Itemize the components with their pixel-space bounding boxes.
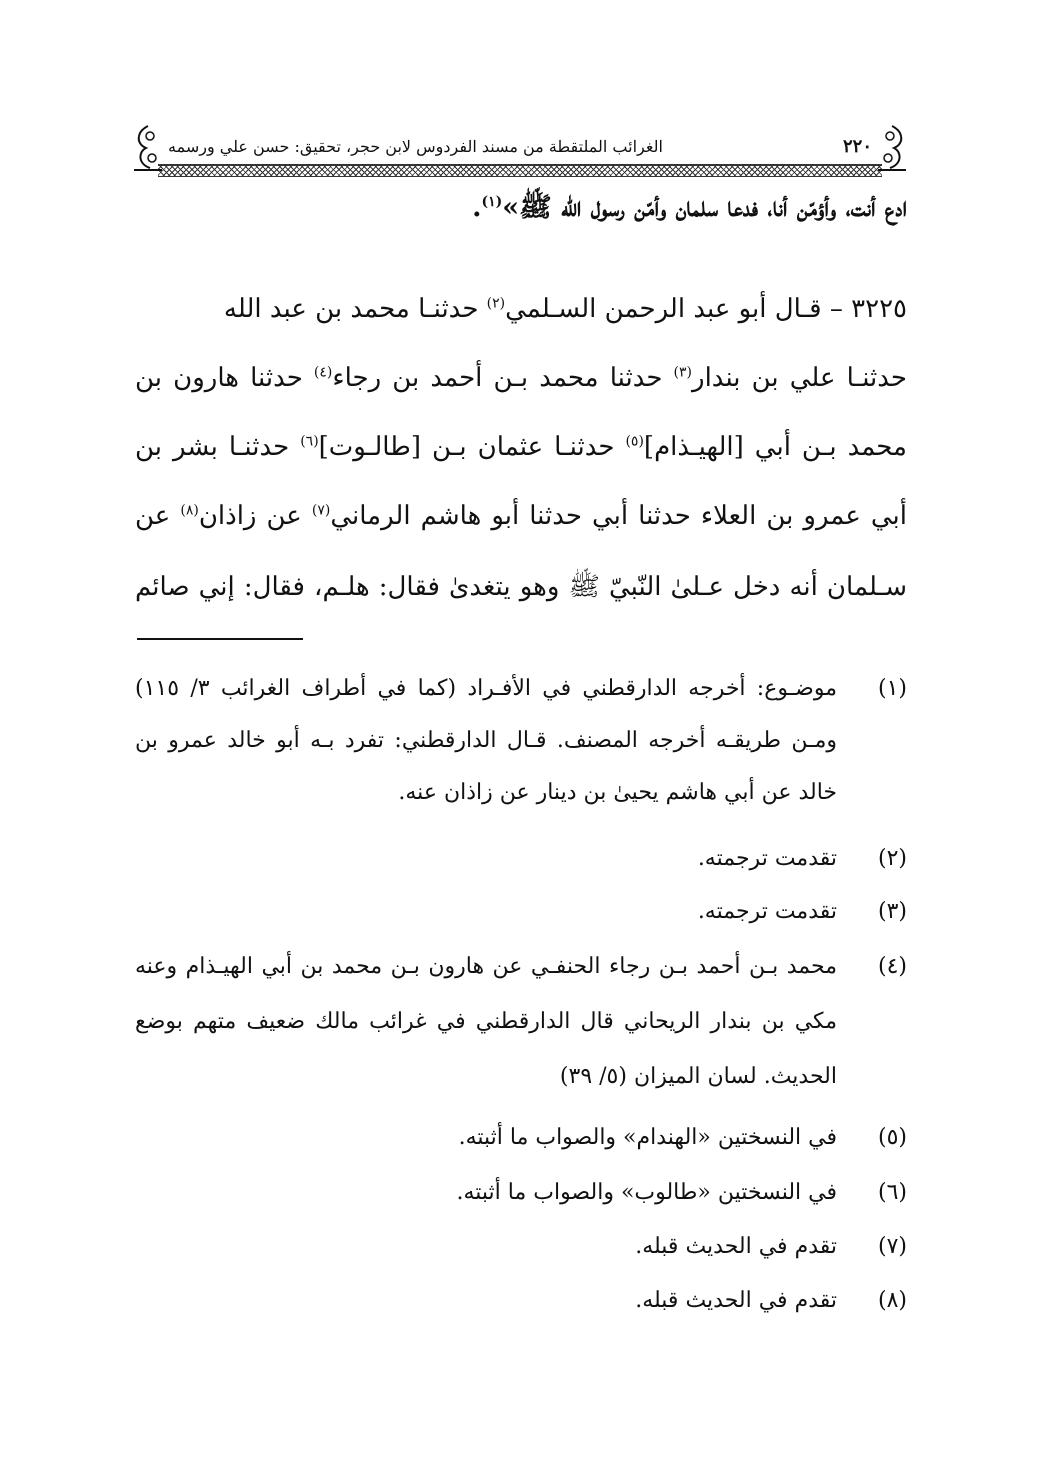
footnote-8 — [135, 1288, 907, 1328]
footnote-ref: (٨) — [180, 502, 199, 519]
footnote-ref: (٥) — [625, 433, 644, 450]
hadith-line-2 — [135, 363, 907, 393]
footnote-number: (٣) — [877, 899, 907, 924]
footnote-3 — [135, 899, 907, 939]
hadith-line-tail: عن زاذان — [198, 501, 312, 531]
footnote-ref: (٢) — [486, 295, 506, 312]
footnote-1 — [135, 676, 907, 826]
page-number: ٢٢٠ — [842, 135, 872, 157]
footnote-number: (٤) — [877, 954, 907, 979]
footnote-line: محمد بـن أحمد بـن رجاء الحنفـي عن هارون بـن محمد بن أبي الهيـذام وعنه — [135, 954, 837, 979]
footnote-ref: (٤) — [313, 364, 333, 381]
hadith-line-text: سـلمان أنه دخل عـلىٰ النّبيّ ﷺ وهو يتغدىٰ فقال: هلـم، فقال: إني صائم — [135, 572, 907, 602]
main-line-1-text: ادع أنت، وأؤمّن أنا، فدعا سلمان وأمّن رسول الله ﷺ» — [502, 192, 907, 223]
footnote-line: في النسختين «طالوب» والصواب ما أثبته. — [456, 1180, 837, 1205]
hadith-line-5 — [135, 570, 907, 608]
hadith-line-4 — [135, 501, 907, 531]
main-text — [135, 0, 907, 640]
hadith-line-text: ٣٢٢٥ – قـال أبو عبد الرحمن السـلمي — [505, 294, 907, 324]
header-title: الغرائب الملتقطة من مسند الفردوس لابن حجر، تحقيق: حسن علي ورسمه — [168, 136, 663, 156]
hadith-line-tail: حدثنـا عثمان بـن [طالـوت] — [318, 432, 626, 462]
footnote-number: (١) — [877, 676, 907, 701]
main-line-1 — [135, 190, 907, 230]
footnote-line: تقدم في الحديث قبله. — [635, 1234, 837, 1259]
footnote-line: تقدم في الحديث قبله. — [635, 1288, 837, 1313]
footnote-2 — [135, 846, 907, 886]
footnote-ref: (٧) — [311, 502, 331, 519]
footnote-line: تقدمت ترجمته. — [697, 846, 837, 871]
footnote-4 — [135, 954, 907, 1104]
hadith-line-text: محمد بـن أبي [الهيـذام] — [643, 432, 907, 462]
hadith-line-tail: حدثنـا بشر بن — [135, 432, 301, 462]
footnote-line: الحديث. لسان الميزان (٥/ ٣٩) — [559, 1064, 837, 1089]
footnote-line: موضـوع: أخرجه الدارقطني في الأفـراد (كما في أطراف الغرائب ٣/ ١١٥) — [135, 676, 837, 701]
footnote-separator — [137, 638, 303, 640]
footnote-line: ومـن طريقـه أخرجه المصنف. قـال الدارقطني: تفرد بـه أبو خالد عمرو بن — [135, 728, 837, 753]
footnote-line: مكي بن بندار الريحاني قال الدارقطني في غرائب مالك ضعيف متهم بوضع — [135, 1009, 837, 1034]
hadith-line-tail: حدثنـا محمد بن عبد الله — [223, 294, 487, 324]
footnote-line: في النسختين «الهندام» والصواب ما أثبته. — [458, 1125, 837, 1150]
footnote-line: خالد عن أبي هاشم يحيىٰ بن دينار عن زاذان عنه. — [398, 780, 837, 805]
hadith-line-tail: حدثنا محمد بـن أحمد بن رجاء — [332, 363, 674, 393]
hadith-line-tail: حدثنا هارون بن — [135, 363, 314, 393]
hadith-line-1 — [135, 294, 907, 324]
hadith-line-tail: عن — [135, 501, 181, 531]
footnote-7 — [135, 1234, 907, 1274]
hadith-line-3 — [135, 432, 907, 462]
main-line-1-end: . — [472, 192, 482, 223]
hadith-line-text: حدثنـا علي بن بندار — [692, 363, 907, 393]
footnote-number: (٢) — [877, 846, 907, 871]
footnote-number: (٦) — [877, 1180, 907, 1205]
footnote-number: (٨) — [877, 1288, 907, 1313]
footnote-6 — [135, 1180, 907, 1220]
footnote-ref: (٣) — [673, 364, 693, 381]
footnote-number: (٧) — [877, 1234, 907, 1259]
footnote-ref: (١) — [481, 194, 503, 210]
footnote-number: (٥) — [877, 1125, 907, 1150]
footnote-ref: (٦) — [300, 433, 319, 450]
footnote-line: تقدمت ترجمته. — [697, 899, 837, 924]
hadith-line-text: أبي عمرو بن العلاء حدثنا أبي حدثنا أبو هاشم الرماني — [330, 501, 907, 531]
footnote-5 — [135, 1125, 907, 1165]
